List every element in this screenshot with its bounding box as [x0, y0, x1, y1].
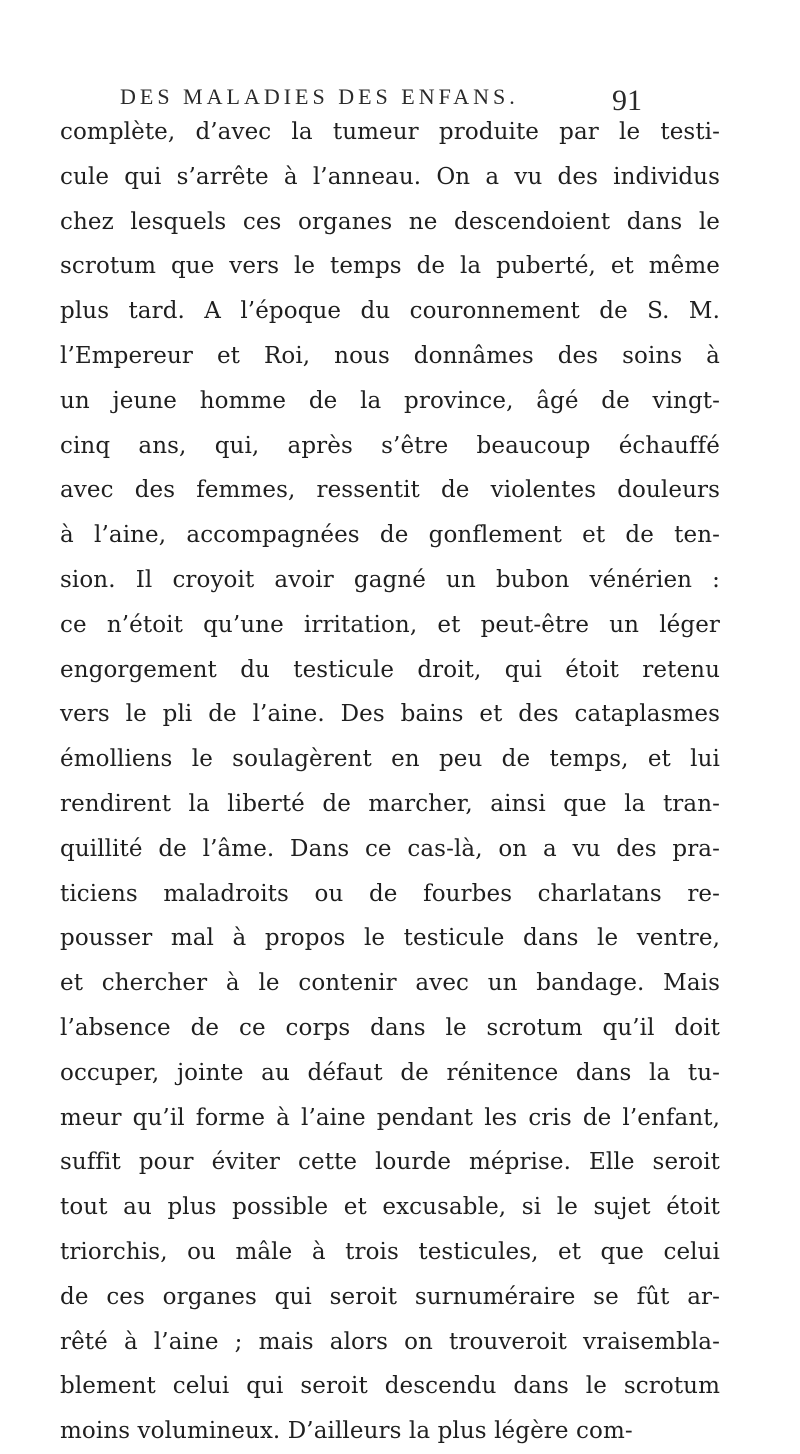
text-line: avec des femmes, ressentit de violentes douleurs [60, 477, 720, 504]
text-line: à l’aine, accompagnées de gonflement et de ten- [60, 522, 720, 549]
running-head: DES MALADIES DES ENFANS. [120, 84, 519, 109]
text-line: occuper, jointe au défaut de rénitence dans la tu- [60, 1059, 720, 1086]
text-line: ticiens maladroits ou de fourbes charlatans re- [60, 880, 720, 907]
text-line: tout au plus possible et excusable, si le sujet étoit [60, 1194, 720, 1221]
text-line: suffit pour éviter cette lourde méprise. Elle seroit [60, 1149, 720, 1176]
text-line: sion. Il croyoit avoir gagné un bubon vénérien : [60, 566, 720, 593]
text-line: scrotum que vers le temps de la puberté, et même [60, 253, 720, 280]
text-line: un jeune homme de la province, âgé de vingt- [60, 387, 720, 414]
text-line: émolliens le soulagèrent en peu de temps, et lui [60, 746, 720, 773]
text-line: de ces organes qui seroit surnuméraire se fût ar- [60, 1283, 720, 1310]
text-line: engorgement du testicule droit, qui étoit retenu [60, 656, 720, 683]
text-line: l’absence de ce corps dans le scrotum qu’il doit [60, 1014, 720, 1041]
text-line: plus tard. A l’époque du couronnement de S. M. [60, 298, 720, 325]
text-line: et chercher à le contenir avec un bandage. Mais [60, 970, 720, 997]
page-number: 91 [612, 84, 642, 117]
text-line: l’Empereur et Roi, nous donnâmes des soins à [60, 342, 720, 369]
text-line: quillité de l’âme. Dans ce cas-là, on a vu des pra- [60, 835, 720, 862]
text-line: cinq ans, qui, après s’être beaucoup échauffé [60, 432, 720, 459]
text-line: blement celui qui seroit descendu dans le scrotum [60, 1373, 720, 1400]
text-line: ce n’étoit qu’une irritation, et peut-être un léger [60, 611, 720, 638]
text-line: rendirent la liberté de marcher, ainsi que la tran- [60, 790, 720, 817]
text-line: triorchis, ou mâle à trois testicules, et que celui [60, 1238, 720, 1265]
text-line: pousser mal à propos le testicule dans le ventre, [60, 925, 720, 952]
text-line: chez lesquels ces organes ne descendoient dans le [60, 208, 720, 235]
text-line: vers le pli de l’aine. Des bains et des cataplasmes [60, 701, 720, 728]
body-text [60, 110, 720, 1454]
text-line: complète, d’avec la tumeur produite par le testi- [60, 119, 720, 145]
text-line: moins volumineux. D’ailleurs la plus légère com- [60, 1418, 633, 1445]
text-line: cule qui s’arrête à l’anneau. On a vu des individus [60, 163, 720, 190]
text-line: rêté à l’aine ; mais alors on trouveroit vraisembla- [60, 1328, 720, 1355]
text-line: meur qu’il forme à l’aine pendant les cris de l’enfant, [60, 1104, 720, 1131]
